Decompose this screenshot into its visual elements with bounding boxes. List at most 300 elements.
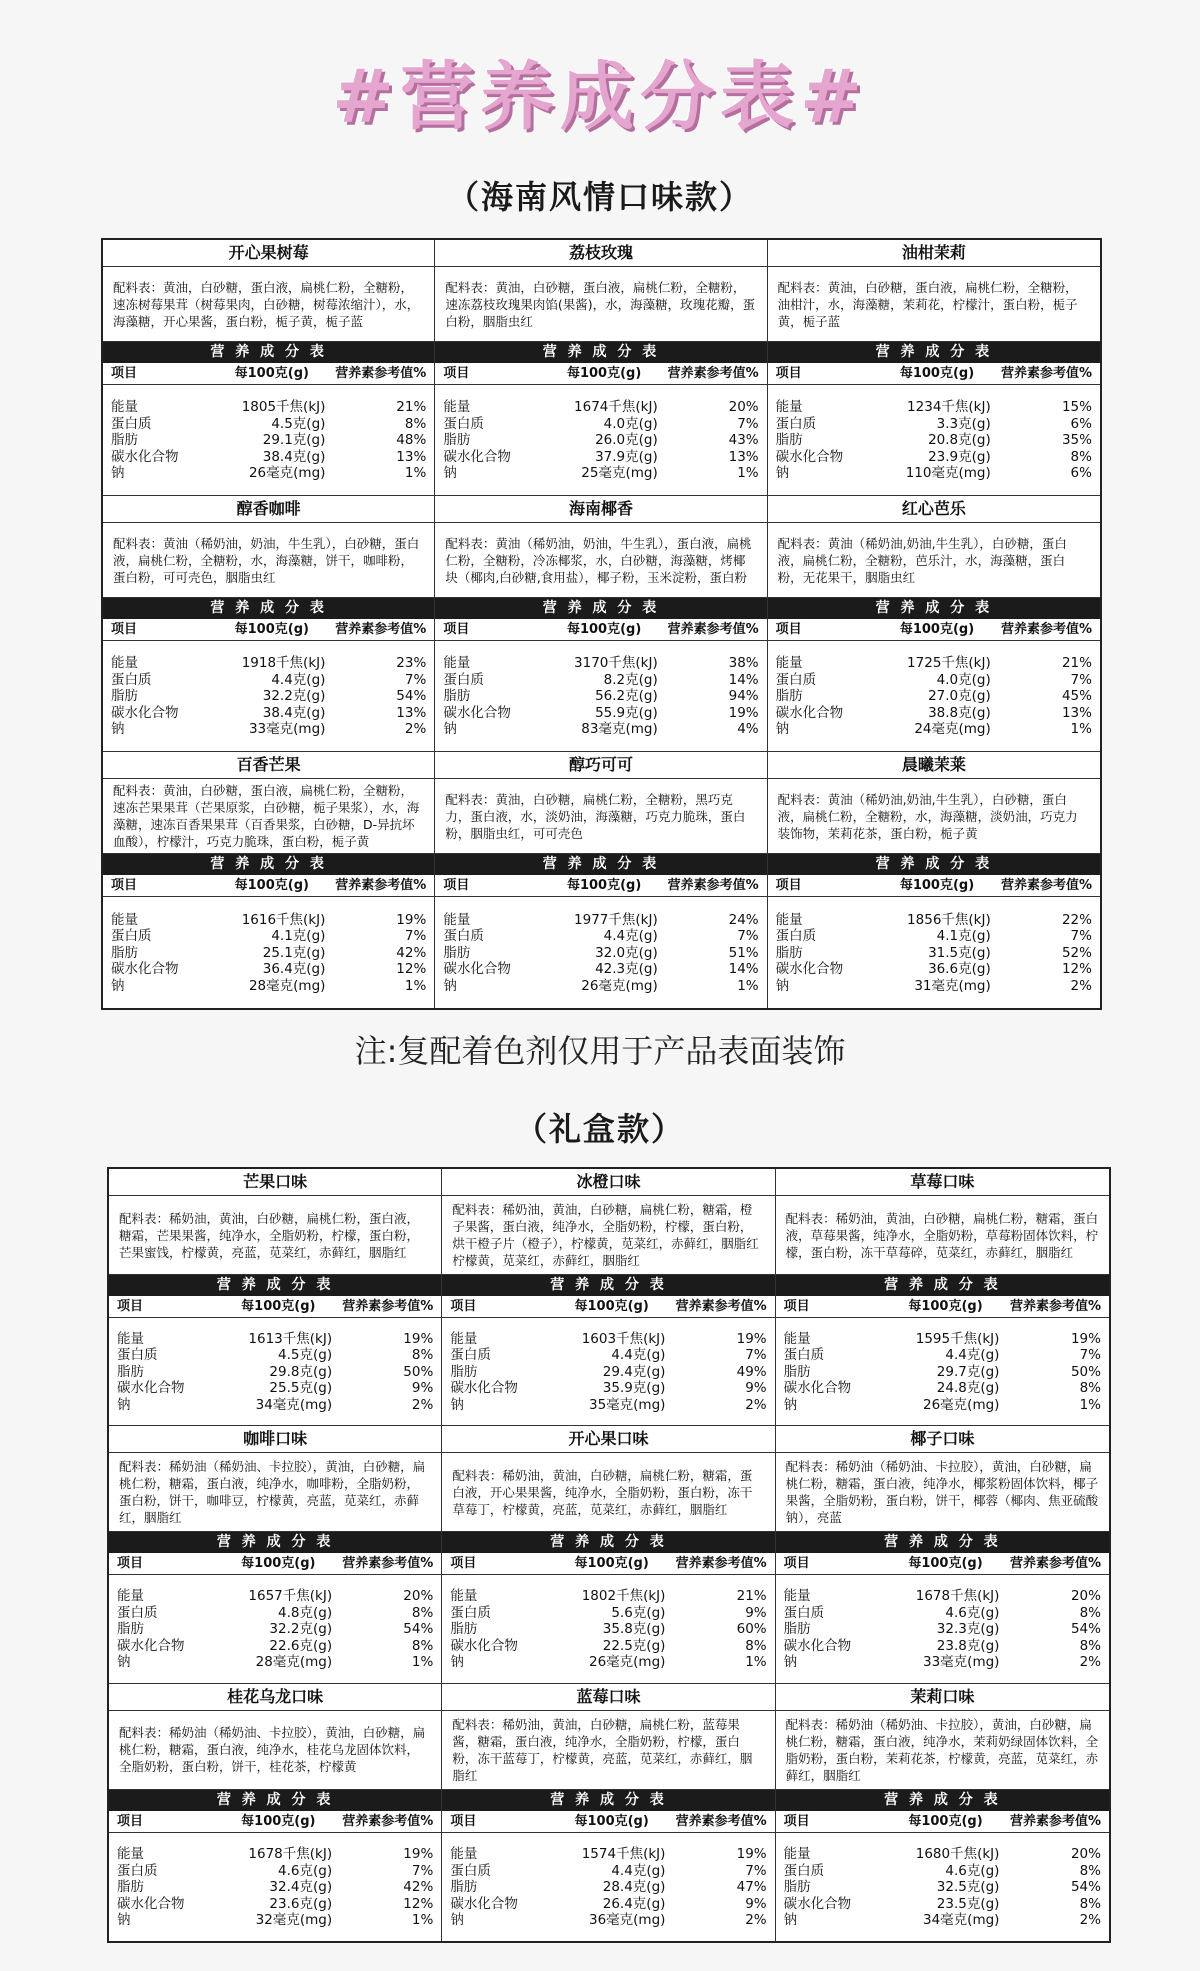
nutrition-title: 营 养 成 分 表 xyxy=(435,342,766,363)
nutrient-name: 碳水化合物 xyxy=(117,1380,185,1397)
nutrition-rows xyxy=(768,897,1100,1008)
nutrition-rows xyxy=(768,641,1100,751)
nutrition-row xyxy=(776,432,1092,449)
nutrient-nrv: 14% xyxy=(728,671,759,688)
col-nrv-header: 营养素参考值% xyxy=(335,878,427,893)
nutrition-row xyxy=(111,705,426,722)
nutrient-amount: 31毫克(mg) xyxy=(914,977,991,994)
nutrition-row xyxy=(111,672,426,689)
nutrient-amount: 23.8克(g) xyxy=(936,1637,1000,1654)
nutrient-amount: 1725千焦(kJ) xyxy=(907,655,991,672)
nutrition-row xyxy=(450,1605,766,1622)
nutrient-amount: 1678千焦(kJ) xyxy=(248,1846,333,1863)
col-item-header: 项目 xyxy=(117,1556,144,1572)
nutrition-row xyxy=(784,1863,1101,1880)
col-per100-header: 每100克(g) xyxy=(234,878,309,893)
col-item-header: 项目 xyxy=(111,878,138,893)
nutrient-nrv: 21% xyxy=(736,1588,767,1605)
col-item-header: 项目 xyxy=(775,366,802,381)
nutrient-name: 脂肪 xyxy=(443,688,471,705)
nutrient-amount: 26.4克(g) xyxy=(602,1895,666,1912)
nutrient-amount: 27.0克(g) xyxy=(928,688,991,705)
nutrient-nrv: 7% xyxy=(1079,1347,1101,1364)
nutrient-name: 脂肪 xyxy=(775,944,803,961)
ingredients-text: 配料表：黄油（稀奶油，奶油，牛生乳），白砂糖，蛋白液，扁桃仁粉，全糖粉，水，海藻糖，饼干，咖啡粉，蛋白粉，可可壳色，胭脂虫红 xyxy=(103,523,434,598)
ingredients-text: 配料表：稀奶油（稀奶油、卡拉胶），黄油，白砂糖，扁桃仁粉，糖霜，蛋白液，纯净水，桂花乌龙固体饮料，全脂奶粉，蛋白粉，饼干，桂花茶，柠檬黄 xyxy=(109,1711,441,1790)
product-cell xyxy=(442,1426,775,1683)
nutrient-name: 蛋白质 xyxy=(443,415,484,432)
col-item-header: 项目 xyxy=(443,878,470,893)
nutrition-title: 营 养 成 分 表 xyxy=(103,342,434,363)
col-nrv-header: 营养素参考值% xyxy=(667,366,759,381)
nutrient-nrv: 9% xyxy=(411,1380,434,1397)
ingredients-text: 配料表：稀奶油，黄油，白砂糖，扁桃仁粉，糖霜，蛋白液，开心果果酱，纯净水，全脂奶粉，蛋白粉，冻干草莓丁，柠檬黄，亮蓝，苋菜红，赤藓红，胭脂红 xyxy=(442,1453,774,1532)
nutrient-nrv: 12% xyxy=(1061,961,1092,978)
nutrient-name: 钠 xyxy=(775,977,790,994)
nutrient-amount: 3170千焦(kJ) xyxy=(574,655,658,672)
nutrition-header-row xyxy=(776,1296,1109,1318)
nutrient-amount: 26毫克(mg) xyxy=(581,977,658,994)
nutrition-row xyxy=(111,655,426,672)
nutrition-row xyxy=(784,1896,1101,1913)
nutrient-nrv: 43% xyxy=(728,432,759,449)
nutrient-nrv: 45% xyxy=(1061,688,1092,705)
nutrition-row xyxy=(443,978,758,995)
nutrient-name: 蛋白质 xyxy=(783,1862,825,1879)
col-per100-header: 每100克(g) xyxy=(234,622,309,637)
nutrient-name: 钠 xyxy=(783,1654,798,1671)
product-cell xyxy=(776,1426,1109,1683)
nutrition-row xyxy=(117,1879,433,1896)
col-nrv-header: 营养素参考值% xyxy=(1009,1813,1101,1829)
nutrient-name: 钠 xyxy=(775,465,790,482)
nutrition-row xyxy=(784,1912,1101,1929)
nutrient-nrv: 8% xyxy=(745,1637,767,1654)
nutrient-nrv: 2% xyxy=(1070,977,1092,994)
nutrient-nrv: 9% xyxy=(745,1604,767,1621)
nutrient-amount: 4.4克(g) xyxy=(945,1347,1000,1364)
nutrient-amount: 1613千焦(kJ) xyxy=(248,1330,333,1347)
nutrient-nrv: 1% xyxy=(404,977,427,994)
col-item-header: 项目 xyxy=(117,1813,144,1829)
nutrient-amount: 1805千焦(kJ) xyxy=(241,399,326,416)
nutrient-nrv: 54% xyxy=(396,688,427,705)
nutrition-header-row xyxy=(768,619,1100,641)
nutrient-name: 脂肪 xyxy=(117,1363,144,1380)
nutrient-amount: 26毫克(mg) xyxy=(588,1654,666,1671)
nutrient-nrv: 12% xyxy=(396,961,427,978)
col-per100-header: 每100克(g) xyxy=(566,366,642,381)
nutrition-title: 营 养 成 分 表 xyxy=(768,598,1100,619)
nutrient-name: 钠 xyxy=(117,1396,131,1413)
col-item-header: 项目 xyxy=(783,1556,810,1572)
nutrition-header-row xyxy=(103,875,434,897)
nutrient-name: 脂肪 xyxy=(117,1621,144,1638)
nutrition-header-row xyxy=(768,875,1100,897)
nutrition-row xyxy=(117,1863,433,1880)
nutrient-amount: 25毫克(mg) xyxy=(581,465,658,482)
nutrition-rows xyxy=(435,897,766,1008)
nutrient-nrv: 48% xyxy=(396,432,427,449)
col-nrv-header: 营养素参考值% xyxy=(342,1556,434,1572)
nutrient-amount: 1616千焦(kJ) xyxy=(241,911,326,928)
ingredients-text: 配料表：黄油，白砂糖，蛋白液，扁桃仁粉，全糖粉，速冻芒果果茸（芒果原浆，白砂糖，栀子果浆），水，海藻糖，速冻百香果果茸（百香果浆，白砂糖，D-异抗坏血酸），柠檬汁，巧克力脆珠，蛋白粉，栀子黄 xyxy=(103,779,434,854)
nutrient-name: 钠 xyxy=(450,1396,464,1413)
nutrient-nrv: 7% xyxy=(404,928,427,945)
nutrient-name: 碳水化合物 xyxy=(775,704,844,721)
nutrient-amount: 4.5克(g) xyxy=(278,1347,333,1364)
nutrient-amount: 1674千焦(kJ) xyxy=(574,399,658,416)
nutrition-row xyxy=(450,1846,766,1863)
nutrient-nrv: 38% xyxy=(728,655,759,672)
col-nrv-header: 营养素参考值% xyxy=(1009,1299,1101,1314)
nutrition-header-row xyxy=(109,1296,441,1318)
nutrition-row xyxy=(450,1863,766,1880)
nutrient-name: 能量 xyxy=(450,1330,478,1347)
product-cell xyxy=(442,1169,775,1426)
nutrient-nrv: 2% xyxy=(1079,1654,1101,1671)
product-cell xyxy=(103,752,435,1008)
nutrient-nrv: 7% xyxy=(745,1347,767,1364)
nutrition-rows xyxy=(768,385,1100,495)
nutrient-name: 脂肪 xyxy=(783,1879,811,1896)
product-name: 茉莉口味 xyxy=(776,1684,1109,1711)
nutrient-nrv: 8% xyxy=(411,1637,434,1654)
nutrient-nrv: 6% xyxy=(1070,415,1092,432)
nutrient-amount: 20.8克(g) xyxy=(928,432,991,449)
nutrition-grid-giftbox xyxy=(107,1167,1111,1943)
nutrition-title: 营 养 成 分 表 xyxy=(109,1532,441,1553)
nutrient-nrv: 20% xyxy=(728,399,759,416)
nutrient-nrv: 7% xyxy=(1070,928,1092,945)
nutrition-row xyxy=(776,416,1092,433)
product-cell xyxy=(768,752,1100,1008)
nutrient-amount: 23.6克(g) xyxy=(269,1895,333,1912)
col-nrv-header: 营养素参考值% xyxy=(667,622,759,637)
nutrient-nrv: 60% xyxy=(736,1621,767,1638)
col-per100-header: 每100克(g) xyxy=(566,622,642,637)
nutrient-amount: 25.5克(g) xyxy=(269,1380,333,1397)
nutrition-header-row xyxy=(435,363,766,385)
nutrition-title: 营 养 成 分 表 xyxy=(109,1275,441,1296)
nutrient-nrv: 2% xyxy=(745,1912,767,1929)
nutrient-name: 钠 xyxy=(783,1912,798,1929)
nutrition-header-row xyxy=(442,1553,774,1575)
nutrition-row xyxy=(784,1380,1101,1397)
nutrition-row xyxy=(784,1879,1101,1896)
ingredients-text: 配料表：稀奶油（稀奶油、卡拉胶），黄油，白砂糖，扁桃仁粉，糖霜，蛋白液，纯净水，咖啡粉，全脂奶粉，蛋白粉，饼干，咖啡豆，柠檬黄，亮蓝，苋菜红，赤藓红，胭脂红 xyxy=(109,1453,441,1532)
nutrient-name: 碳水化合物 xyxy=(783,1637,852,1654)
nutrient-amount: 110毫克(mg) xyxy=(905,465,991,482)
nutrient-name: 能量 xyxy=(117,1588,144,1605)
nutrient-name: 能量 xyxy=(783,1588,811,1605)
nutrient-name: 蛋白质 xyxy=(450,1347,491,1364)
nutrition-header-row xyxy=(109,1811,441,1833)
nutrient-amount: 33毫克(mg) xyxy=(923,1654,1000,1671)
nutrient-nrv: 24% xyxy=(728,911,759,928)
nutrition-row xyxy=(450,1380,766,1397)
nutrient-name: 能量 xyxy=(450,1588,478,1605)
nutrient-name: 蛋白质 xyxy=(775,415,817,432)
nutrition-row xyxy=(111,688,426,705)
nutrition-row xyxy=(784,1364,1101,1381)
col-nrv-header: 营养素参考值% xyxy=(335,366,427,381)
nutrient-nrv: 47% xyxy=(736,1879,767,1896)
col-item-header: 项目 xyxy=(450,1556,477,1572)
col-per100-header: 每100克(g) xyxy=(899,622,975,637)
nutrition-row xyxy=(443,465,758,482)
col-item-header: 项目 xyxy=(775,622,802,637)
nutrient-amount: 4.0克(g) xyxy=(936,671,991,688)
col-nrv-header: 营养素参考值% xyxy=(667,878,759,893)
col-item-header: 项目 xyxy=(117,1299,144,1314)
nutrient-name: 钠 xyxy=(117,1654,131,1671)
nutrient-name: 钠 xyxy=(111,721,125,738)
nutrient-nrv: 35% xyxy=(1061,432,1092,449)
col-item-header: 项目 xyxy=(443,366,470,381)
nutrition-rows xyxy=(776,1318,1109,1425)
nutrition-row xyxy=(450,1588,766,1605)
nutrient-nrv: 8% xyxy=(404,415,427,432)
col-nrv-header: 营养素参考值% xyxy=(1000,878,1092,893)
nutrient-name: 蛋白质 xyxy=(117,1604,158,1621)
nutrient-name: 蛋白质 xyxy=(117,1862,158,1879)
product-name: 芒果口味 xyxy=(109,1169,441,1196)
nutrient-amount: 38.8克(g) xyxy=(928,704,991,721)
nutrition-row xyxy=(117,1621,433,1638)
nutrition-row xyxy=(443,961,758,978)
product-name: 蓝莓口味 xyxy=(442,1684,774,1711)
nutrition-header-row xyxy=(776,1553,1109,1575)
nutrient-nrv: 7% xyxy=(737,928,759,945)
nutrition-title: 营 养 成 分 表 xyxy=(442,1790,774,1811)
nutrition-title: 营 养 成 分 表 xyxy=(768,342,1100,363)
product-cell xyxy=(109,1684,442,1941)
nutrition-row xyxy=(111,912,426,929)
nutrient-amount: 28.4克(g) xyxy=(602,1879,666,1896)
product-name: 油柑茉莉 xyxy=(768,240,1100,267)
nutrition-row xyxy=(443,399,758,416)
nutrient-nrv: 7% xyxy=(411,1862,434,1879)
nutrient-name: 蛋白质 xyxy=(775,928,817,945)
section-title-giftbox: （礼盒款） xyxy=(514,1110,685,1148)
nutrient-name: 脂肪 xyxy=(443,944,471,961)
nutrient-nrv: 20% xyxy=(1070,1846,1101,1863)
nutrient-amount: 4.4克(g) xyxy=(603,928,658,945)
nutrient-name: 能量 xyxy=(111,655,138,672)
nutrition-row xyxy=(776,655,1092,672)
nutrition-title: 营 养 成 分 表 xyxy=(776,1532,1109,1553)
product-name: 晨曦茉莱 xyxy=(768,752,1100,779)
col-per100-header: 每100克(g) xyxy=(908,1813,983,1829)
nutrient-nrv: 8% xyxy=(1079,1604,1101,1621)
nutrition-row xyxy=(443,416,758,433)
nutrition-row xyxy=(784,1621,1101,1638)
nutrition-row xyxy=(784,1347,1101,1364)
nutrition-row xyxy=(450,1879,766,1896)
nutrient-amount: 4.8克(g) xyxy=(278,1604,333,1621)
nutrition-row xyxy=(117,1364,433,1381)
nutrient-nrv: 14% xyxy=(728,961,759,978)
product-name: 桂花乌龙口味 xyxy=(109,1684,441,1711)
nutrition-title: 营 养 成 分 表 xyxy=(435,854,766,875)
nutrient-nrv: 21% xyxy=(396,399,427,416)
nutrition-rows xyxy=(109,1318,441,1425)
nutrient-name: 碳水化合物 xyxy=(443,961,511,978)
nutrition-title: 营 养 成 分 表 xyxy=(442,1532,774,1553)
col-per100-header: 每100克(g) xyxy=(908,1299,983,1314)
nutrient-nrv: 1% xyxy=(1079,1396,1101,1413)
nutrition-row xyxy=(450,1347,766,1364)
nutrient-nrv: 19% xyxy=(396,911,427,928)
nutrient-nrv: 54% xyxy=(1070,1879,1101,1896)
nutrient-name: 能量 xyxy=(783,1330,811,1347)
nutrition-row xyxy=(450,1638,766,1655)
col-per100-header: 每100克(g) xyxy=(574,1299,649,1314)
product-name: 草莓口味 xyxy=(776,1169,1109,1196)
nutrient-amount: 83毫克(mg) xyxy=(581,721,658,738)
nutrient-name: 能量 xyxy=(443,399,471,416)
nutrient-name: 蛋白质 xyxy=(783,1604,825,1621)
nutrient-name: 蛋白质 xyxy=(111,415,152,432)
ingredients-text: 配料表：稀奶油（稀奶油、卡拉胶），黄油，白砂糖，扁桃仁粉，糖霜，蛋白液，纯净水，茉莉奶绿固体饮料，全脂奶粉，蛋白粉，茉莉花茶，柠檬黄，亮蓝，苋菜红，赤藓红，胭脂红 xyxy=(776,1711,1109,1790)
product-name: 荔枝玫瑰 xyxy=(435,240,766,267)
nutrient-nrv: 19% xyxy=(736,1330,767,1347)
nutrition-row xyxy=(776,465,1092,482)
nutrient-name: 能量 xyxy=(775,399,803,416)
nutrition-row xyxy=(117,1912,433,1929)
nutrient-amount: 29.8克(g) xyxy=(269,1363,333,1380)
col-nrv-header: 营养素参考值% xyxy=(1000,366,1092,381)
nutrient-amount: 24毫克(mg) xyxy=(914,721,991,738)
nutrient-nrv: 2% xyxy=(1079,1912,1101,1929)
nutrient-name: 钠 xyxy=(443,977,457,994)
nutrient-name: 脂肪 xyxy=(111,432,138,449)
coloring-note: 注:复配着色剂仅用于产品表面装饰 xyxy=(354,1032,846,1070)
nutrient-nrv: 23% xyxy=(396,655,427,672)
nutrient-amount: 4.4克(g) xyxy=(611,1347,666,1364)
nutrient-amount: 26.0克(g) xyxy=(595,432,658,449)
nutrition-row xyxy=(776,688,1092,705)
nutrient-amount: 55.9克(g) xyxy=(595,704,658,721)
nutrient-nrv: 1% xyxy=(411,1912,434,1929)
nutrition-rows xyxy=(435,385,766,495)
col-item-header: 项目 xyxy=(775,878,802,893)
nutrition-row xyxy=(776,961,1092,978)
nutrition-rows xyxy=(442,1833,774,1941)
nutrient-nrv: 15% xyxy=(1061,399,1092,416)
nutrition-title: 营 养 成 分 表 xyxy=(768,854,1100,875)
nutrient-nrv: 8% xyxy=(1079,1380,1101,1397)
ingredients-text: 配料表：黄油（稀奶油，奶油，牛生乳），蛋白液，扁桃仁粉，全糖粉，冷冻椰浆，水，白砂糖，海藻糖，烤椰块（椰肉,白砂糖,食用盐），椰子粉，玉米淀粉，蛋白粉 xyxy=(435,523,766,598)
col-per100-header: 每100克(g) xyxy=(574,1556,649,1572)
nutrient-name: 碳水化合物 xyxy=(443,704,511,721)
col-per100-header: 每100克(g) xyxy=(241,1556,316,1572)
nutrition-row xyxy=(111,465,426,482)
nutrition-row xyxy=(117,1331,433,1348)
nutrient-name: 钠 xyxy=(775,721,790,738)
product-cell xyxy=(109,1169,442,1426)
nutrient-amount: 42.3克(g) xyxy=(595,961,658,978)
nutrient-amount: 26毫克(mg) xyxy=(248,465,326,482)
nutrient-amount: 22.5克(g) xyxy=(602,1637,666,1654)
product-cell xyxy=(442,1684,775,1941)
nutrition-row xyxy=(784,1654,1101,1671)
nutrient-amount: 29.7克(g) xyxy=(936,1363,1000,1380)
nutrition-row xyxy=(117,1380,433,1397)
ingredients-text: 配料表：稀奶油，黄油，白砂糖，扁桃仁粉，糖霜，橙子果酱，蛋白液，纯净水，全脂奶粉，柠檬，蛋白粉，烘干橙子片（橙子），柠檬黄，苋菜红，赤藓红，胭脂红柠檬黄，苋菜红，赤藓红，胭脂红 xyxy=(442,1196,774,1275)
nutrient-name: 钠 xyxy=(111,465,125,482)
nutrient-amount: 36.6克(g) xyxy=(928,961,991,978)
nutrition-row xyxy=(450,1621,766,1638)
nutrition-header-row xyxy=(435,875,766,897)
nutrition-row xyxy=(450,1654,766,1671)
product-cell xyxy=(109,1426,442,1683)
nutrition-row xyxy=(784,1588,1101,1605)
nutrition-header-row xyxy=(442,1296,774,1318)
product-cell xyxy=(435,240,767,496)
nutrition-row xyxy=(117,1638,433,1655)
nutrition-title: 营 养 成 分 表 xyxy=(776,1275,1109,1296)
nutrition-row xyxy=(117,1605,433,1622)
nutrient-nrv: 20% xyxy=(1070,1588,1101,1605)
col-item-header: 项目 xyxy=(111,622,138,637)
nutrition-row xyxy=(784,1397,1101,1414)
nutrition-row xyxy=(443,721,758,738)
nutrient-amount: 4.6克(g) xyxy=(945,1604,1000,1621)
nutrient-nrv: 8% xyxy=(411,1604,434,1621)
product-name: 醇香咖啡 xyxy=(103,496,434,523)
nutrition-grid-hainan xyxy=(101,238,1102,1010)
nutrient-amount: 4.1克(g) xyxy=(271,928,326,945)
nutrient-amount: 3.3克(g) xyxy=(936,415,991,432)
nutrition-row xyxy=(784,1846,1101,1863)
nutrient-name: 能量 xyxy=(450,1846,478,1863)
nutrient-nrv: 8% xyxy=(411,1347,434,1364)
nutrition-rows xyxy=(103,385,434,495)
ingredients-text: 配料表：黄油，白砂糖，蛋白液，扁桃仁粉，全糖粉，速冻荔枝玫瑰果肉馅(果酱)，水，海藻糖，玫瑰花瓣，蛋白粉，胭脂虫红 xyxy=(435,267,766,342)
product-cell xyxy=(435,496,767,752)
nutrient-name: 碳水化合物 xyxy=(117,1895,185,1912)
nutrient-name: 碳水化合物 xyxy=(111,961,179,978)
nutrient-amount: 56.2克(g) xyxy=(595,688,658,705)
nutrient-name: 钠 xyxy=(117,1912,131,1929)
nutrition-row xyxy=(111,928,426,945)
col-per100-header: 每100克(g) xyxy=(908,1556,983,1572)
nutrition-title: 营 养 成 分 表 xyxy=(103,854,434,875)
col-nrv-header: 营养素参考值% xyxy=(1009,1556,1101,1572)
ingredients-text: 配料表：黄油（稀奶油,奶油,牛生乳），白砂糖，蛋白液，扁桃仁粉，全糖粉，芭乐汁，水，海藻糖，蛋白粉，无花果干，胭脂虫红 xyxy=(768,523,1100,598)
nutrient-name: 碳水化合物 xyxy=(111,704,179,721)
nutrient-amount: 1595千焦(kJ) xyxy=(915,1330,1000,1347)
nutrient-amount: 32.2克(g) xyxy=(262,688,326,705)
ingredients-text: 配料表：稀奶油，黄油，白砂糖，扁桃仁粉，糖霜，蛋白液，草莓果酱，纯净水，全脂奶粉，草莓粉固体饮料，柠檬，蛋白粉，冻干草莓碎，苋菜红，赤藓红，胭脂红 xyxy=(776,1196,1109,1275)
nutrient-amount: 23.9克(g) xyxy=(928,448,991,465)
nutrition-row xyxy=(111,978,426,995)
nutrient-name: 碳水化合物 xyxy=(783,1895,852,1912)
nutrient-name: 能量 xyxy=(117,1846,144,1863)
ingredients-text: 配料表：稀奶油（稀奶油、卡拉胶），黄油，白砂糖，扁桃仁粉，糖霜，蛋白液，纯净水，椰浆粉固体饮料，椰子果酱，全脂奶粉，蛋白粉，饼干，椰蓉（椰肉、焦亚硫酸钠），亮蓝 xyxy=(776,1453,1109,1532)
nutrition-row xyxy=(776,449,1092,466)
ingredients-text: 配料表：黄油，白砂糖，蛋白液，扁桃仁粉，全糖粉，油柑汁，水，海藻糖，茉莉花，柠檬汁，蛋白粉，栀子黄，栀子蓝 xyxy=(768,267,1100,342)
nutrient-amount: 32.3克(g) xyxy=(936,1621,1000,1638)
nutrition-row xyxy=(117,1846,433,1863)
col-per100-header: 每100克(g) xyxy=(899,366,975,381)
nutrition-row xyxy=(776,928,1092,945)
nutrient-amount: 5.6克(g) xyxy=(611,1604,666,1621)
product-cell xyxy=(768,496,1100,752)
ingredients-text: 配料表：稀奶油，黄油，白砂糖，扁桃仁粉，蓝莓果酱，糖霜，蛋白液，纯净水，全脂奶粉，柠檬，蛋白粉，冻干蓝莓丁，柠檬黄，亮蓝，苋菜红，赤藓红，胭脂红 xyxy=(442,1711,774,1790)
